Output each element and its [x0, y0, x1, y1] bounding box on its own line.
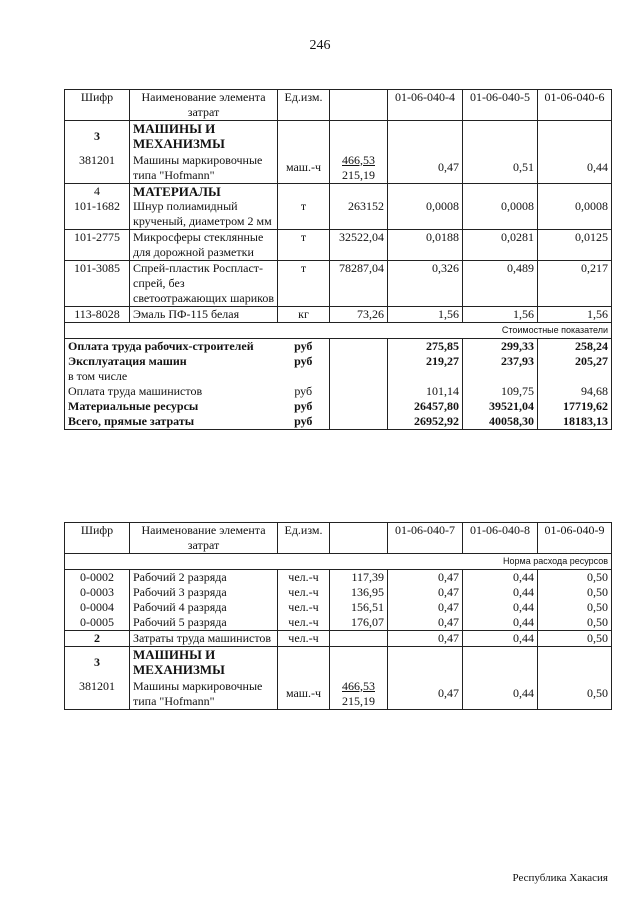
header-unit: Ед.изм.: [278, 523, 330, 554]
row-value: 0,44: [463, 679, 538, 710]
cost-name: Всего, прямые затраты: [65, 414, 278, 430]
row-value: 0,47: [388, 585, 463, 600]
row-code: 113-8028: [65, 306, 130, 322]
row-unit: чел.-ч: [278, 631, 330, 647]
row-unit: т: [278, 229, 330, 260]
resource-table-1: [64, 89, 612, 430]
norm-caption: Норма расхода ресурсов: [65, 554, 612, 570]
row-value: 0,51: [463, 153, 538, 184]
row-unit: чел.-ч: [278, 570, 330, 586]
row-name: Рабочий 3 разряда: [130, 585, 278, 600]
header-code: Шифр: [65, 90, 130, 121]
row-price: [330, 631, 388, 647]
cost-unit: руб: [278, 399, 330, 414]
cost-unit: руб: [278, 384, 330, 399]
cost-name: Материальные ресурсы: [65, 399, 278, 414]
cost-value: 299,33: [463, 338, 538, 354]
row-price: [330, 679, 388, 710]
cost-value: 26952,92: [388, 414, 463, 430]
row-value: 0,217: [538, 260, 612, 306]
price-bottom: 215,19: [342, 693, 375, 708]
row-value: 1,56: [388, 306, 463, 322]
row-value: 0,0008: [538, 199, 612, 230]
row-value: 0,326: [388, 260, 463, 306]
table-row: [65, 199, 612, 230]
table-header-row: [65, 90, 612, 121]
row-price: 78287,04: [330, 260, 388, 306]
table-header-row: [65, 523, 612, 554]
header-col-2: 01-06-040-8: [463, 523, 538, 554]
cost-name: [65, 354, 278, 384]
row-code: 0-0002: [65, 570, 130, 586]
row-value: 0,489: [463, 260, 538, 306]
row-name: Рабочий 5 разряда: [130, 615, 278, 631]
row-value: 0,44: [463, 631, 538, 647]
row-value: 0,47: [388, 153, 463, 184]
cost-name-main: Эксплуатация машин: [68, 353, 187, 368]
cost-value: 26457,80: [388, 399, 463, 414]
table-row: [65, 615, 612, 631]
header-col-2: 01-06-040-5: [463, 90, 538, 121]
row-value: 0,50: [538, 679, 612, 710]
header-col-1: 01-06-040-7: [388, 523, 463, 554]
row-name: Спрей-пластик Роспласт-спрей, без светоотражающих шариков: [130, 260, 278, 306]
row-value: 0,50: [538, 585, 612, 600]
row-value: 0,50: [538, 615, 612, 631]
cost-value: 258,24: [538, 338, 612, 354]
row-unit: т: [278, 260, 330, 306]
price-top: 466,53: [342, 152, 375, 167]
row-price: 32522,04: [330, 229, 388, 260]
section-number: 3: [65, 121, 130, 153]
cost-value: 205,27: [538, 354, 612, 384]
row-value: 0,44: [463, 570, 538, 586]
row-value: 1,56: [538, 306, 612, 322]
table-row: [65, 260, 612, 306]
row-value: 0,50: [538, 570, 612, 586]
caption-row: [65, 554, 612, 570]
table-row: [65, 631, 612, 647]
row-value: 0,44: [463, 615, 538, 631]
row-code: 381201: [65, 679, 130, 710]
row-value: 0,50: [538, 600, 612, 615]
row-price: 136,95: [330, 585, 388, 600]
header-col-3: 01-06-040-6: [538, 90, 612, 121]
table-row: [65, 229, 612, 260]
cost-value: 40058,30: [463, 414, 538, 430]
header-name: Наименование элемента затрат: [130, 523, 278, 554]
table-row: [65, 585, 612, 600]
row-code: 0-0003: [65, 585, 130, 600]
row-value: 0,44: [538, 153, 612, 184]
row-value: 0,47: [388, 679, 463, 710]
row-code: 381201: [65, 153, 130, 184]
row-price: [330, 153, 388, 184]
row-unit: маш.-ч: [278, 679, 330, 710]
section-number: 4: [65, 183, 130, 199]
row-value: 0,0008: [463, 199, 538, 230]
row-name: Рабочий 4 разряда: [130, 600, 278, 615]
footer-region: Республика Хакасия: [512, 872, 608, 884]
row-name: Эмаль ПФ-115 белая: [130, 306, 278, 322]
cost-value: 275,85: [388, 338, 463, 354]
row-value: 1,56: [463, 306, 538, 322]
cost-row-operators: [65, 384, 612, 399]
cost-value: 17719,62: [538, 399, 612, 414]
row-value: 0,0008: [388, 199, 463, 230]
row-value: 0,0188: [388, 229, 463, 260]
row-code: 0-0005: [65, 615, 130, 631]
cost-row-labor: [65, 338, 612, 354]
row-value: 0,47: [388, 570, 463, 586]
cost-unit: руб: [278, 338, 330, 354]
cost-value: 39521,04: [463, 399, 538, 414]
row-unit: чел.-ч: [278, 615, 330, 631]
table-row: [65, 679, 612, 710]
section-title: МАТЕРИАЛЫ: [130, 183, 278, 199]
row-name: Микросферы стеклянные для дорожной разметки: [130, 229, 278, 260]
resource-table-2: [64, 522, 612, 710]
row-name: Затраты труда машинистов: [130, 631, 278, 647]
cost-row-machinery: [65, 354, 612, 384]
table-row: [65, 153, 612, 184]
cost-row-total: [65, 414, 612, 430]
cost-name: Оплата труда машинистов: [65, 384, 278, 399]
row-price: 117,39: [330, 570, 388, 586]
section-row: [65, 647, 612, 679]
page-number: 246: [309, 38, 331, 53]
row-code: 101-3085: [65, 260, 130, 306]
price-top: 466,53: [342, 678, 375, 693]
header-name: Наименование элемента затрат: [130, 90, 278, 121]
row-value: 0,0125: [538, 229, 612, 260]
cost-value: 101,14: [388, 384, 463, 399]
row-unit: кг: [278, 306, 330, 322]
section-row: [65, 121, 612, 153]
caption-row: [65, 322, 612, 338]
row-value: 0,50: [538, 631, 612, 647]
row-value: 0,44: [463, 585, 538, 600]
cost-unit: руб: [278, 414, 330, 430]
cost-unit: руб: [278, 354, 330, 384]
header-price: [330, 90, 388, 121]
cost-caption: Стоимостные показатели: [65, 322, 612, 338]
cost-value: 18183,13: [538, 414, 612, 430]
header-col-1: 01-06-040-4: [388, 90, 463, 121]
cost-name: Оплата труда рабочих-строителей: [65, 338, 278, 354]
row-price: 263152: [330, 199, 388, 230]
section-row: [65, 183, 612, 199]
cost-value: 109,75: [463, 384, 538, 399]
row-value: 0,47: [388, 615, 463, 631]
row-price: 156,51: [330, 600, 388, 615]
row-name: Шнур полиамидный крученый, диаметром 2 мм: [130, 199, 278, 230]
row-code: 101-2775: [65, 229, 130, 260]
cost-value: 94,68: [538, 384, 612, 399]
row-code: 101-1682: [65, 199, 130, 230]
row-name: Машины маркировочные типа "Hofmann": [130, 679, 278, 710]
row-code: 0-0004: [65, 600, 130, 615]
table-row: [65, 600, 612, 615]
section-number: 3: [65, 647, 130, 679]
row-name: Машины маркировочные типа "Hofmann": [130, 153, 278, 184]
row-value: 0,0281: [463, 229, 538, 260]
header-price: [330, 523, 388, 554]
row-name: Рабочий 2 разряда: [130, 570, 278, 586]
row-code: 2: [65, 631, 130, 647]
row-value: 0,44: [463, 600, 538, 615]
row-price: 176,07: [330, 615, 388, 631]
table-row: [65, 306, 612, 322]
price-bottom: 215,19: [342, 167, 375, 182]
row-unit: чел.-ч: [278, 585, 330, 600]
table-row: [65, 570, 612, 586]
header-code: Шифр: [65, 523, 130, 554]
header-unit: Ед.изм.: [278, 90, 330, 121]
header-col-3: 01-06-040-9: [538, 523, 612, 554]
row-unit: т: [278, 199, 330, 230]
section-title: МАШИНЫ И МЕХАНИЗМЫ: [130, 647, 278, 679]
row-price: 73,26: [330, 306, 388, 322]
cost-value: 237,93: [463, 354, 538, 384]
cost-name-sub: в том числе: [68, 368, 128, 383]
row-value: 0,47: [388, 631, 463, 647]
row-value: 0,47: [388, 600, 463, 615]
cost-value: 219,27: [388, 354, 463, 384]
row-unit: чел.-ч: [278, 600, 330, 615]
section-title: МАШИНЫ И МЕХАНИЗМЫ: [130, 121, 278, 153]
cost-row-materials: [65, 399, 612, 414]
row-unit: маш.-ч: [278, 153, 330, 184]
